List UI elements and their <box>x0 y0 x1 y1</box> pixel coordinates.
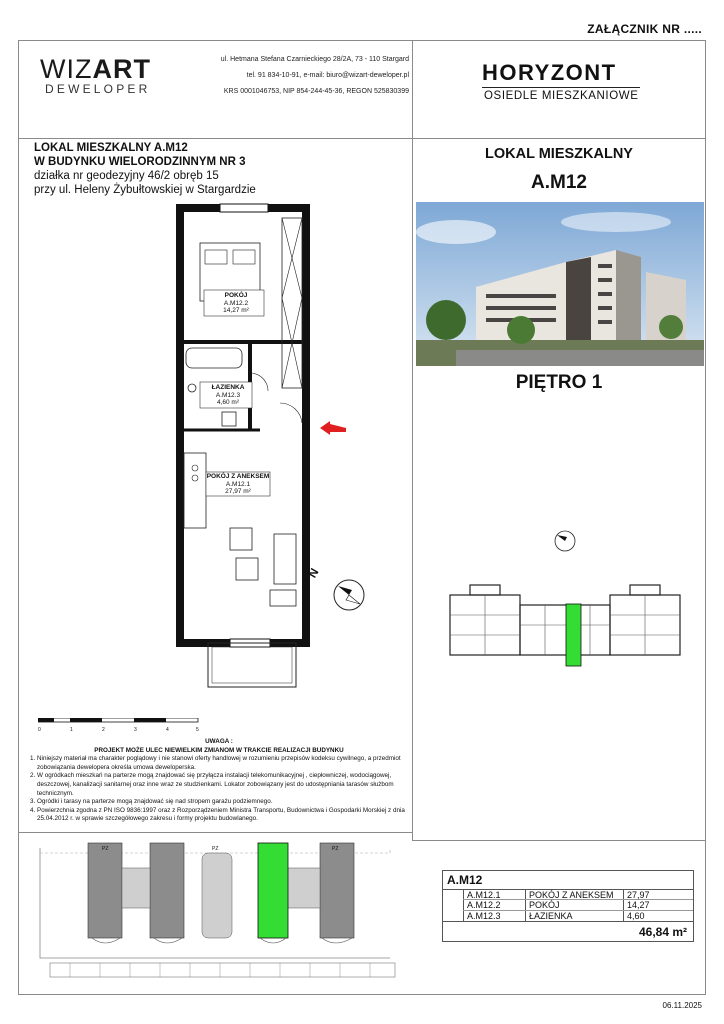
area-summary-table <box>442 870 694 942</box>
notes <box>30 738 408 824</box>
unit-street: przy ul. Heleny Żybułtowskiej w Stargardzie <box>34 184 256 196</box>
table-row-area: 27,97 <box>627 890 650 900</box>
note-line: 25.04.2012 r. w sprawie szczegółowego zakresu i formy projektu budowlanego. <box>37 815 258 823</box>
note-line: technicznym. <box>37 789 74 797</box>
table-row-name: POKÓJ <box>529 900 560 910</box>
right-panel-code: A.M12 <box>531 172 587 193</box>
note-line: 4. Powierzchnia zgodna z PN ISO 9836:1997 oraz z Rozporządzeniem Ministra Transportu, Budownictwa i Gospodarki Morskiej z dnia <box>30 806 405 814</box>
table-row-code: A.M12.2 <box>467 900 501 910</box>
divider-right-bottom <box>412 840 706 841</box>
estate-underline <box>482 87 640 88</box>
table-row-code: A.M12.3 <box>467 911 501 921</box>
unit-building: W BUDYNKU WIELORODZINNYM NR 3 <box>34 156 246 168</box>
divider-header <box>18 138 706 139</box>
note-line: zobowiązania dewelopera określa umowa deweloperska. <box>37 763 196 771</box>
note-line: 2. W ogródkach mieszkań na parterze mogą znajdować się przyłącza instalacji telekomunikacyjnej , ciepłowniczej, wodociągowej, <box>30 772 392 780</box>
developer-contact: tel. 91 834-10-91, e-mail: biuro@wizart-deweloper.pl <box>246 72 409 79</box>
site-plan-highlight <box>258 843 288 938</box>
note-line: 1. Niniejszy materiał ma charakter poglądowy i nie stanowi oferty handlowej w rozumieniu przepisów kodeksu cywilnego, a przedmiot <box>30 755 401 763</box>
table-row-code: A.M12.1 <box>467 890 501 900</box>
summary-total: 46,84 m² <box>638 925 687 939</box>
divider-vertical <box>412 40 413 840</box>
table-row-name: ŁAZIENKA <box>529 911 573 921</box>
room-label-bathroom: ŁAZIENKA A.M12.3 4,60 m² <box>211 384 245 406</box>
divider-notes <box>18 832 412 833</box>
building-visualization <box>416 202 704 366</box>
unit-parcel: działka nr geodezyjny 46/2 obręb 15 <box>34 170 219 182</box>
developer-logo-sub: DEWELOPER <box>45 82 151 96</box>
room-label-living: POKÓJ Z ANEKSEM A.M12.1 27,97 m² <box>206 473 270 495</box>
site-label: PZ <box>212 846 219 852</box>
notes-subheading: PROJEKT MOŻE ULEC NIEWIELKIM ZMIANOM W TRAKCIE REALIZACJI BUDYNKU <box>94 746 344 754</box>
table-row-area: 14,27 <box>627 900 650 910</box>
balcony <box>208 643 296 687</box>
estate-subtitle: OSIEDLE MIESZKANIOWE <box>484 90 639 102</box>
document-date: 06.11.2025 <box>662 1001 702 1010</box>
floor-key-plan <box>440 580 690 670</box>
entrance-arrow <box>320 421 346 435</box>
sofa <box>274 534 296 584</box>
floor-label: PIĘTRO 1 <box>515 372 603 393</box>
developer-logo: WIZART <box>40 54 151 84</box>
summary-code: A.M12 <box>447 873 483 887</box>
note-line: deszczowej, kanalizacji sanitarnej oraz inne wraz ze studzienkami. Lokator zobowiązany jest do udostępniania tarasów służbom <box>37 780 394 788</box>
table-row-name: POKÓJ Z ANEKSEM <box>529 890 614 900</box>
bathtub <box>186 348 242 368</box>
annex-label: ZAŁĄCZNIK NR ..... <box>587 22 702 36</box>
table-row-area: 4,60 <box>627 911 645 921</box>
compass-icon-small <box>552 528 578 554</box>
kitchen-counter <box>184 453 206 528</box>
north-label: N <box>305 565 322 581</box>
outer-walls <box>180 208 306 643</box>
right-panel-title: LOKAL MIESZKALNY <box>485 146 633 162</box>
site-label: PZ <box>332 846 339 852</box>
site-plan <box>30 838 406 990</box>
estate-name: HORYZONT <box>482 60 617 85</box>
notes-heading: UWAGA : <box>205 738 233 745</box>
floor-plan <box>160 198 360 698</box>
site-label: PZ <box>102 846 109 852</box>
developer-registry: KRS 0001046753, NIP 854-244-45-36, REGON 525830399 <box>223 88 409 95</box>
key-plan-highlight <box>566 604 581 666</box>
table <box>230 528 252 550</box>
unit-title: LOKAL MIESZKALNY A.M12 <box>34 142 188 154</box>
room-label-bedroom: POKÓJ A.M12.2 14,27 m² <box>223 292 249 314</box>
note-line: 3. Ogródki i tarasy na parterze mogą znajdować się nad stropem garażu podziemnego. <box>30 798 273 806</box>
developer-address: ul. Hetmana Stefana Czarnieckiego 28/2A, 73 - 110 Stargard <box>220 56 409 63</box>
scale-ticks: 0 1 2 3 4 5 <box>38 727 199 733</box>
compass-icon <box>332 578 366 612</box>
